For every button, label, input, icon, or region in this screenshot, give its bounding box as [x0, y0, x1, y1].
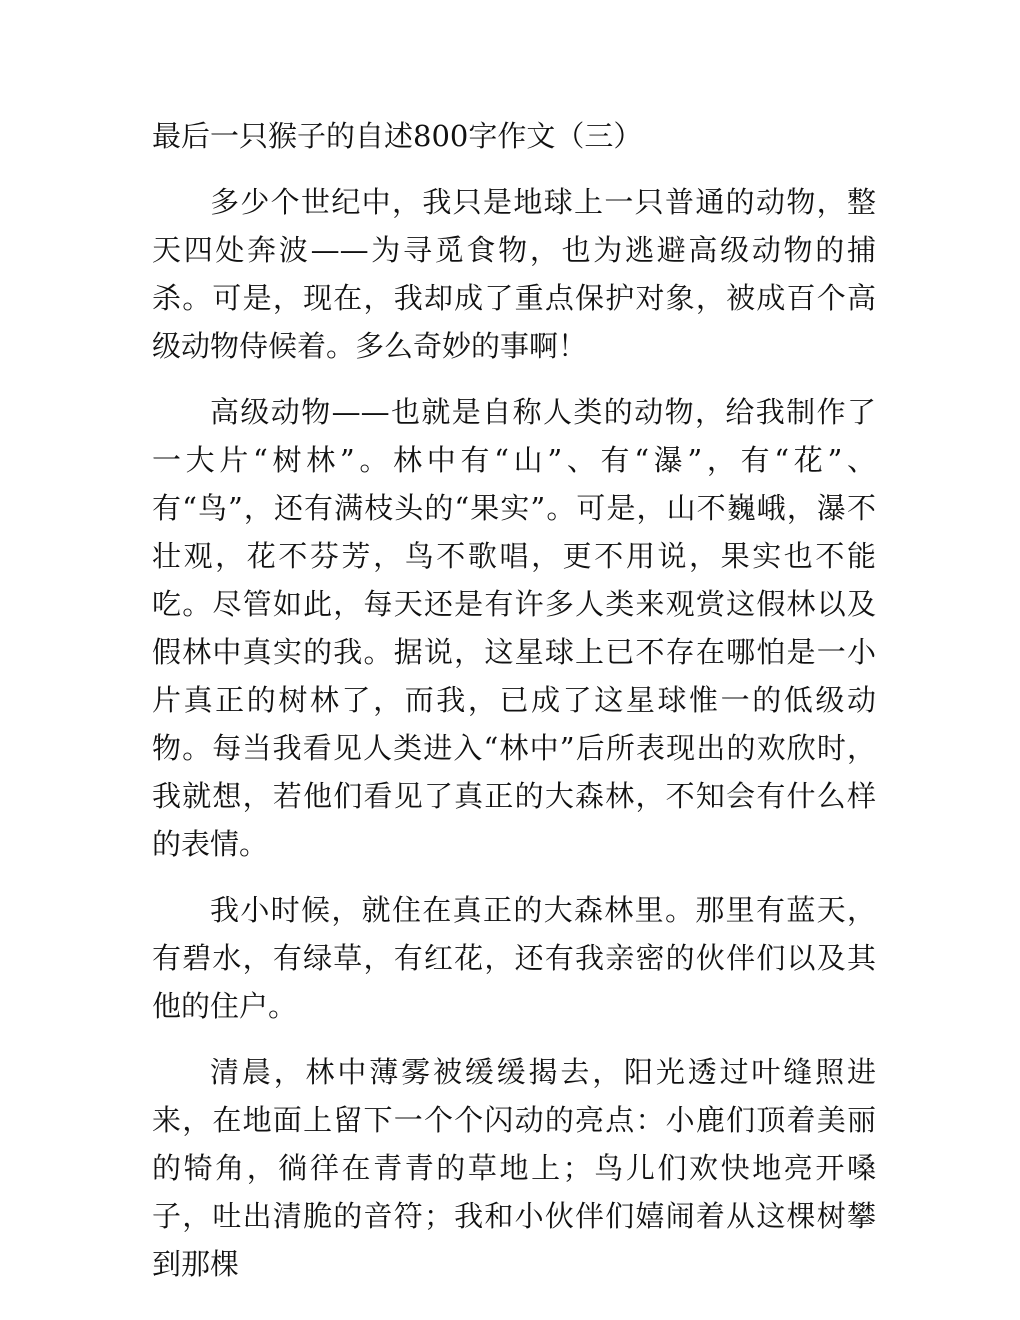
paragraph-3: 我小时候，就住在真正的大森林里。那里有蓝天，有碧水，有绿草，有红花，还有我亲密的伙伴们以及其他的住户。	[152, 893, 876, 1023]
document-body	[152, 112, 876, 1306]
paragraph-4: 清晨，林中薄雾被缓缓揭去，阳光透过叶缝照进来，在地面上留下一个个闪动的亮点：小鹿们顶着美丽的犄角，徜徉在青青的草地上；鸟儿们欢快地亮开嗓子，吐出清脆的音符；我和小伙伴们嬉闹着从这棵树攀到那棵	[152, 1055, 876, 1281]
essay-title: 最后一只猴子的自述800字作文（三）	[152, 119, 643, 153]
paragraph-1: 多少个世纪中，我只是地球上一只普通的动物，整天四处奔波——为寻觅食物，也为逃避高级动物的捕杀。可是，现在，我却成了重点保护对象，被成百个高级动物侍候着。多么奇妙的事啊！	[152, 185, 876, 363]
paragraph-2: 高级动物——也就是自称人类的动物，给我制作了一大片“树林”。林中有“山”、有“瀑”，有“花”、有“鸟”，还有满枝头的“果实”。可是，山不巍峨，瀑不壮观，花不芬芳，鸟不歌唱，更不用说，果实也不能吃。尽管如此，每天还是有许多人类来观赏这假林以及假林中真实的我。据说，这星球上已不存在哪怕是一小片真正的树林了，而我，已成了这星球惟一的低级动物。每当我看见人类进入“林中”后所表现出的欢欣时，我就想，若他们看见了真正的大森林，不知会有什么样的表情。	[152, 395, 876, 861]
